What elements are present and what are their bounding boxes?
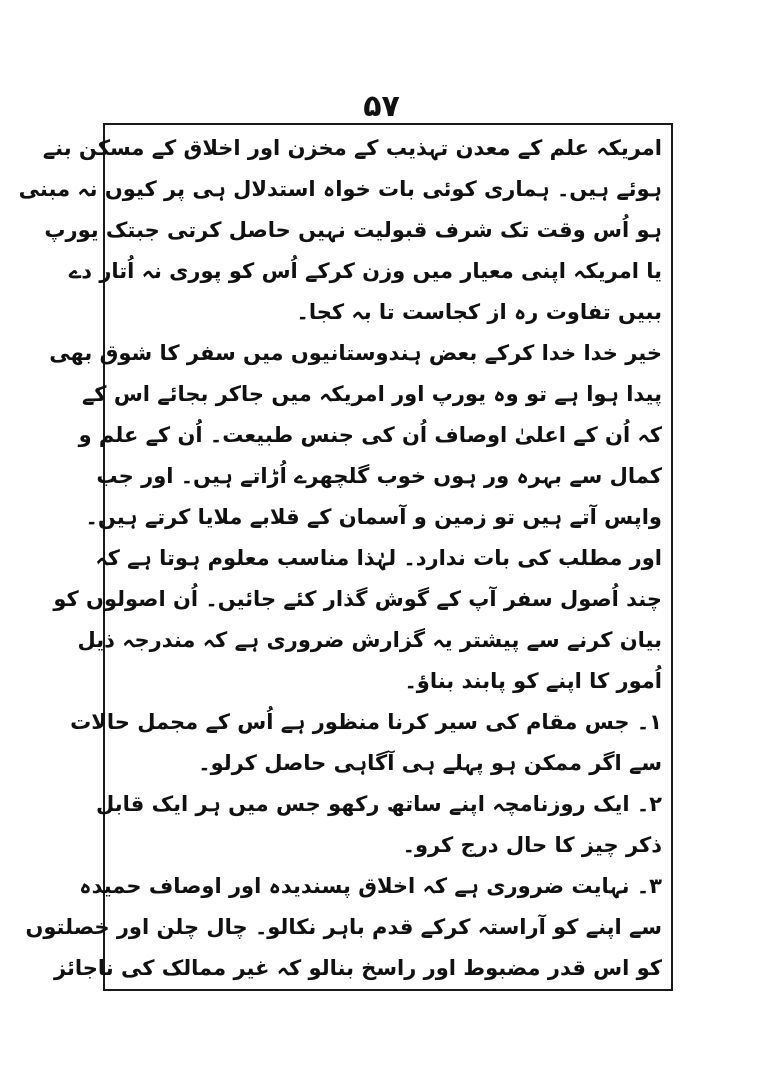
text-line: واپس آتے ہیں تو زمین و آسمان کے قلابے ملایا کرتے ہیں۔	[85, 505, 662, 529]
text-line: چند اُصول سفر آپ کے گوش گذار کئے جائیں۔ اُن اصولوں کو	[53, 587, 662, 611]
text-line: پیدا ہوا ہے تو وہ یورپ اور امریکہ میں جاکر بجائے اس کے	[81, 382, 662, 406]
manuscript-text-block	[18, 128, 668, 986]
text-line: کمال سے بہرہ ور ہوں خوب گلچھرے اُڑاتے ہیں۔ اور جب	[96, 464, 662, 488]
text-line: کہ اُن کے اعلیٰ اوصاف اُن کی جنس طبیعت۔ اُن کے علم و	[78, 423, 662, 447]
text-line: خیر خدا خدا کرکے بعض ہندوستانیوں میں سفر کا شوق بھی	[49, 341, 662, 365]
text-line: سے اپنے کو آراستہ کرکے قدم باہر نکالو۔ چال چلن اور خصلتوں	[25, 915, 662, 939]
text-line: ہو اُس وقت تک شرف قبولیت نہیں حاصل کرتی جبتک یورپ	[44, 218, 662, 242]
text-line: یا امریکہ اپنی معیار میں وزن کرکے اُس کو پوری نہ اُتار دے	[68, 259, 662, 283]
text-line: ہوئے ہیں۔ ہماری کوئی بات خواہ استدلال ہی پر کیوں نہ مبنی	[18, 177, 662, 201]
text-line: اُمور کا اپنے کو پابند بناؤ۔	[404, 669, 662, 693]
text-line: اور مطلب کی بات ندارد۔ لہٰذا مناسب معلوم ہوتا ہے کہ	[95, 546, 662, 570]
text-line: ۲۔ ایک روزنامچہ اپنے ساتھ رکھو جس میں ہر ایک قابل	[96, 792, 662, 816]
text-line: ذکر چیز کا حال درج کرو۔	[402, 833, 662, 857]
text-line: کو اس قدر مضبوط اور راسخ بنالو کہ غیر ممالک کی ناجائز	[53, 956, 662, 980]
text-line: ۱۔ جس مقام کی سیر کرنا منظور ہے اُس کے مجمل حالات	[70, 710, 662, 734]
text-line: ببیں تفاوت رہ از کجاست تا بہ کجا۔	[296, 300, 662, 324]
text-line: ۳۔ نہایت ضروری ہے کہ اخلاق پسندیدہ اور اوصاف حمیدہ	[79, 874, 662, 898]
text-line: سے اگر ممکن ہو پہلے ہی آگاہی حاصل کرلو۔	[198, 751, 662, 775]
page-number: ۵۷	[363, 89, 400, 124]
text-line: امریکہ علم کے معدن تہذیب کے مخزن اور اخلاق کے مسکن بنے	[42, 136, 662, 160]
text-line: بیان کرنے سے پیشتر یہ گزارش ضروری ہے کہ مندرجہ ذیل	[77, 628, 662, 652]
